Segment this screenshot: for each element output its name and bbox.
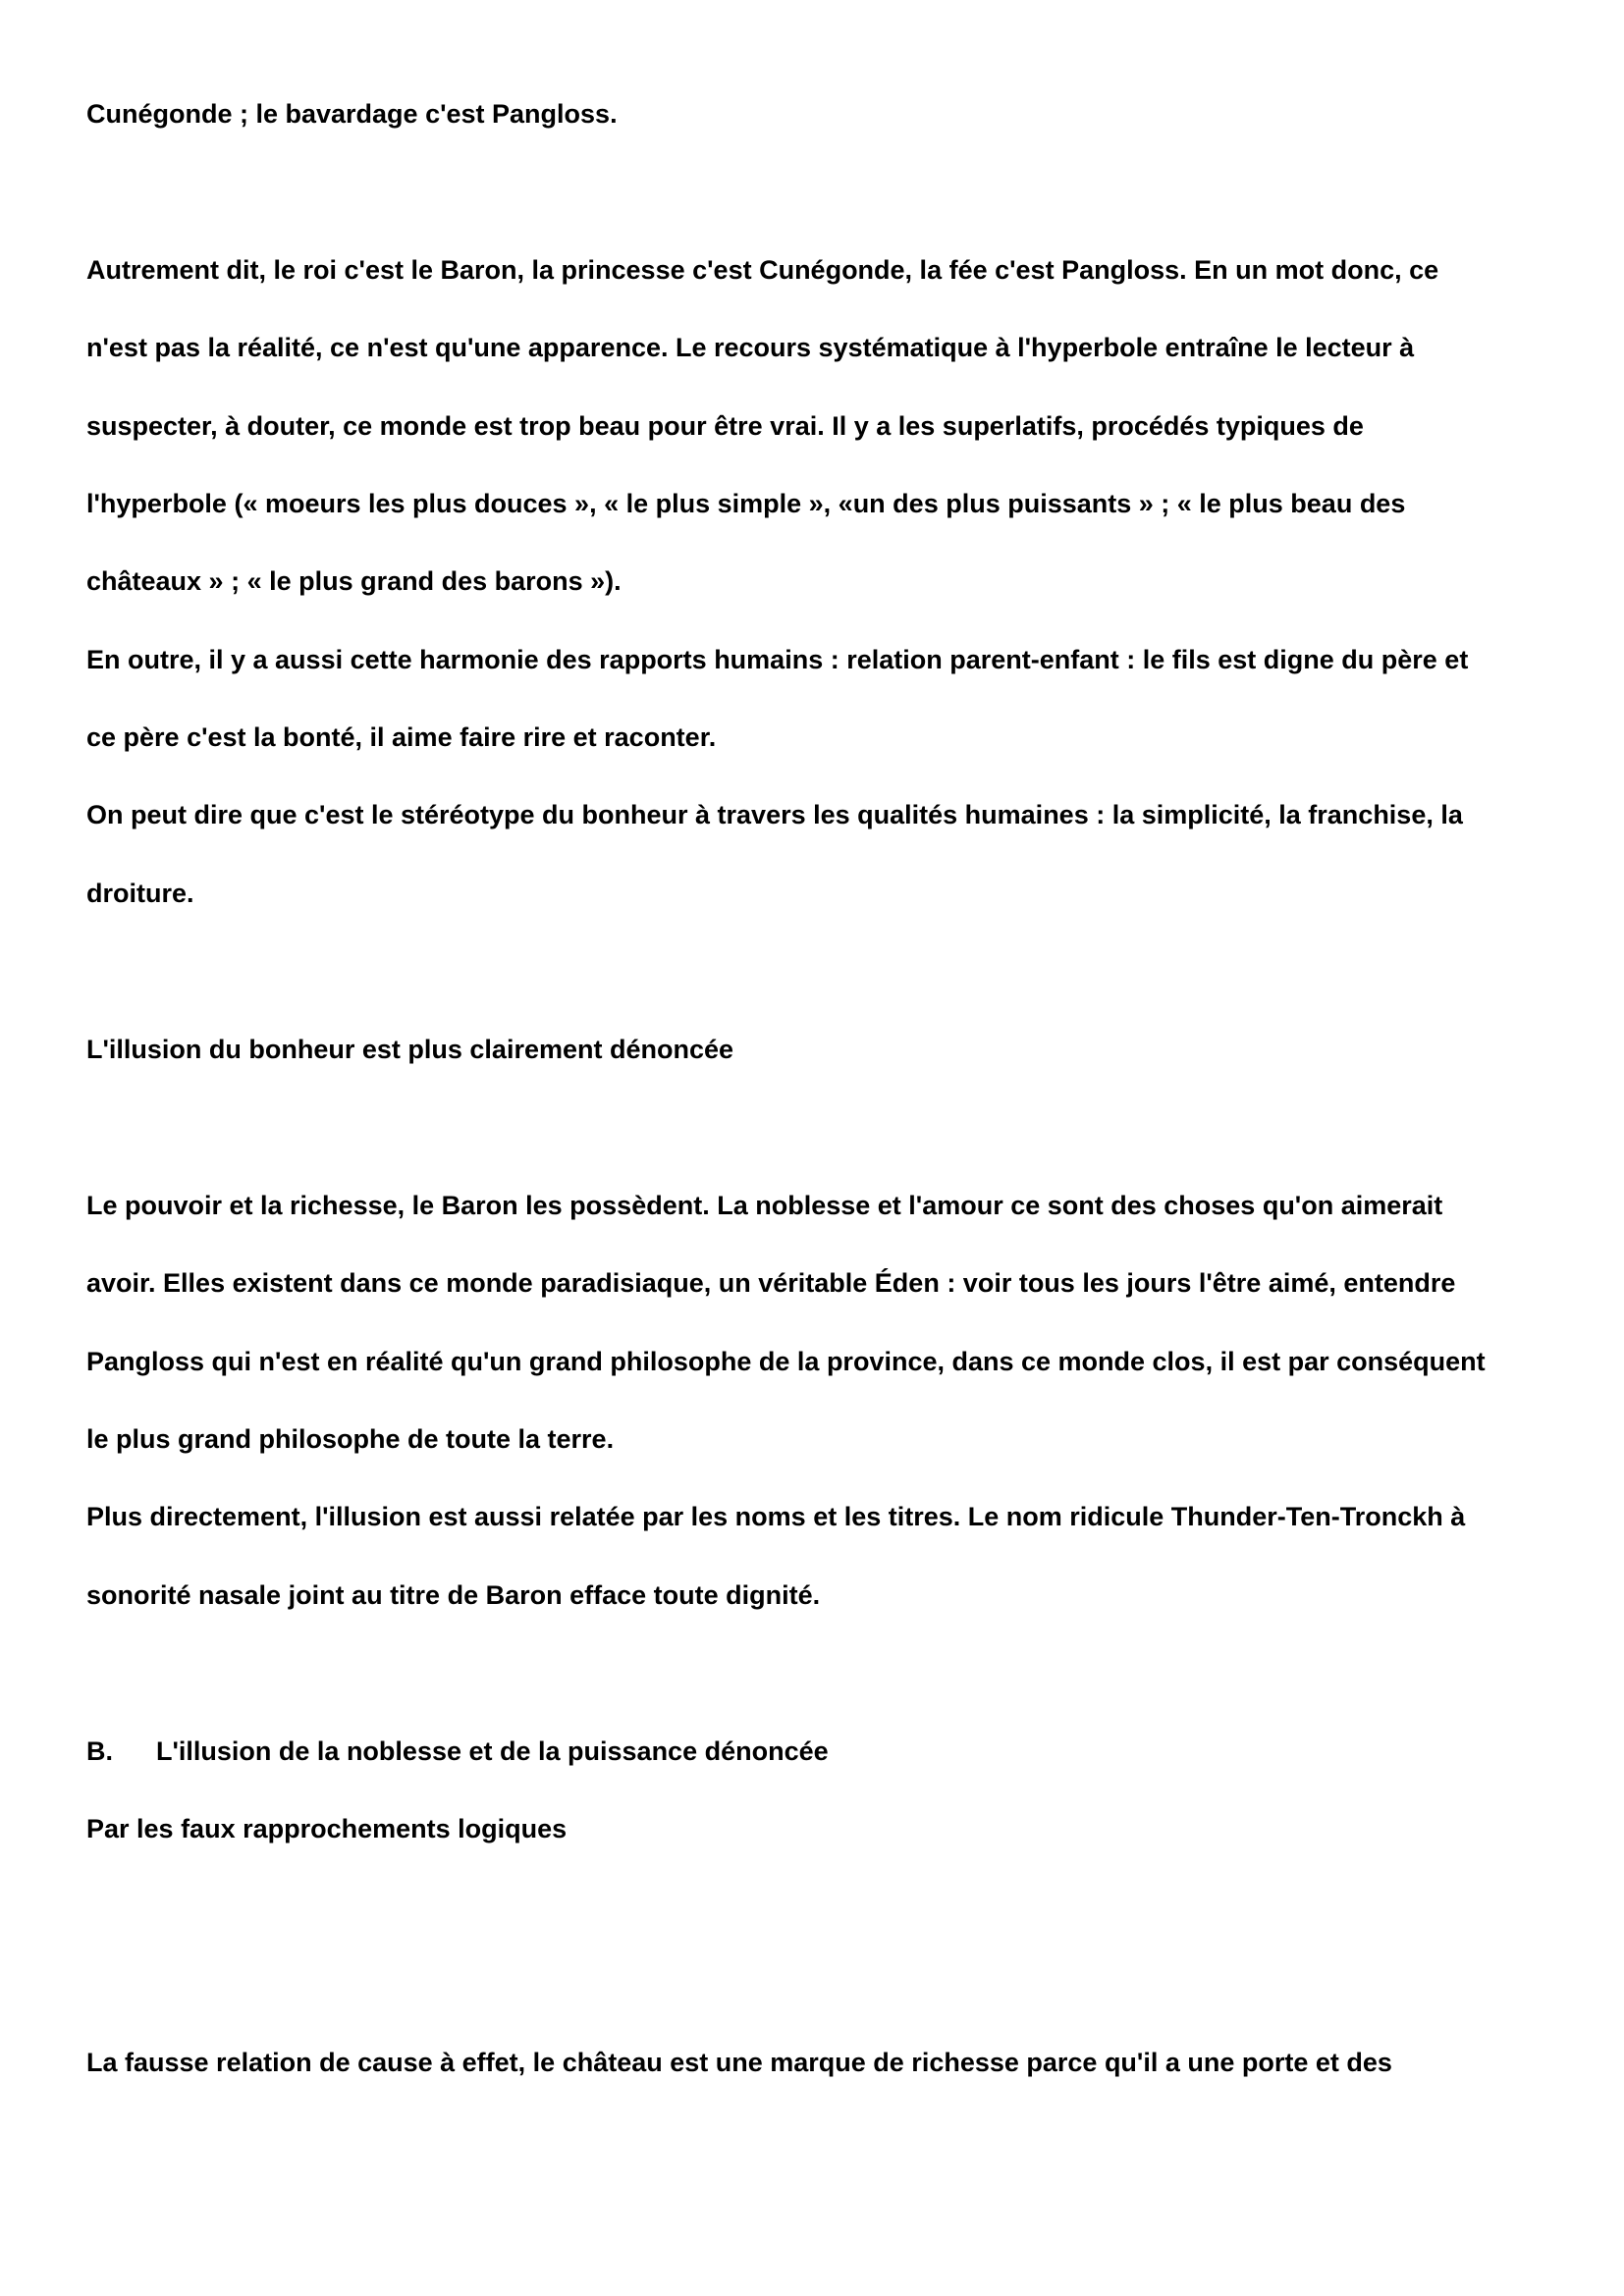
text-line: En outre, il y a aussi cette harmonie des rapports humains : relation parent-enfant : le fils est digne du père et: [86, 645, 1469, 674]
text-line: n'est pas la réalité, ce n'est qu'une apparence. Le recours systématique à l'hyperbole entraîne le lecteur à: [86, 333, 1415, 362]
text-line: Cunégonde ; le bavardage c'est Pangloss.: [86, 99, 618, 129]
subheading: Par les faux rapprochements logiques: [86, 1814, 568, 1843]
section-marker: B.: [86, 1736, 113, 1766]
text-line: Plus directement, l'illusion est aussi relatée par les noms et les titres. Le nom ridicule Thunder-Ten-Tronckh à: [86, 1502, 1466, 1531]
text-line: ce père c'est la bonté, il aime faire rire et raconter.: [86, 722, 717, 752]
text-line: On peut dire que c'est le stéréotype du bonheur à travers les qualités humaines : la simplicité, la franchise, la: [86, 800, 1463, 829]
section-heading: L'illusion du bonheur est plus clairement dénoncée: [86, 1035, 734, 1064]
section-title: L'illusion de la noblesse et de la puissance dénoncée: [156, 1736, 829, 1766]
text-line: Le pouvoir et la richesse, le Baron les possèdent. La noblesse et l'amour ce sont des choses qu'on aimerait: [86, 1191, 1443, 1220]
text-line: l'hyperbole (« moeurs les plus douces », « le plus simple », «un des plus puissants » ; « le plus beau des: [86, 489, 1406, 518]
section-b-heading: [86, 1735, 829, 1767]
text-line: suspecter, à douter, ce monde est trop beau pour être vrai. Il y a les superlatifs, procédés typiques de: [86, 411, 1364, 441]
text-line: sonorité nasale joint au titre de Baron efface toute dignité.: [86, 1580, 821, 1610]
text-line: Pangloss qui n'est en réalité qu'un grand philosophe de la province, dans ce monde clos, il est par conséquent: [86, 1347, 1486, 1376]
text-line: La fausse relation de cause à effet, le château est une marque de richesse parce qu'il a une porte et des: [86, 2048, 1392, 2077]
text-line: droiture.: [86, 879, 194, 908]
text-line: le plus grand philosophe de toute la terre.: [86, 1424, 615, 1454]
text-line: avoir. Elles existent dans ce monde paradisiaque, un véritable Éden : voir tous les jours l'être aimé, entendre: [86, 1268, 1456, 1298]
text-line: Autrement dit, le roi c'est le Baron, la princesse c'est Cunégonde, la fée c'est Pangloss. En un mot donc, ce: [86, 255, 1439, 285]
text-line: châteaux » ; « le plus grand des barons »).: [86, 566, 622, 596]
